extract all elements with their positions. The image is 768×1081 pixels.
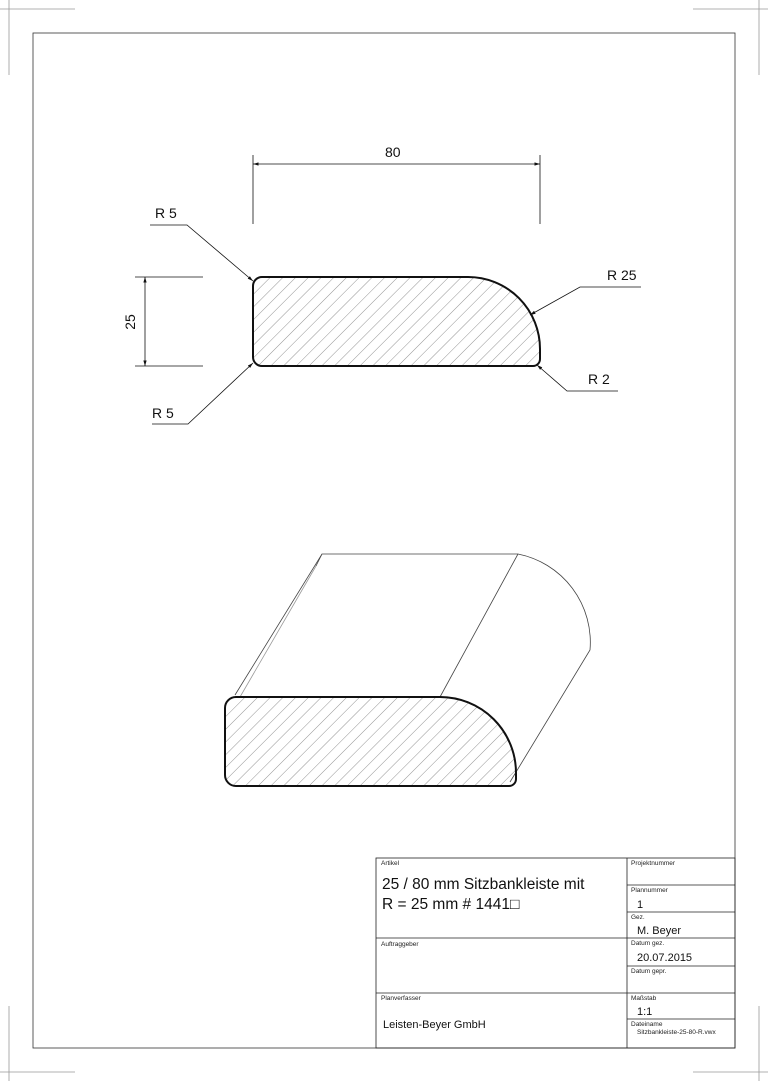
author-value: Leisten-Beyer GmbH [383, 1019, 486, 1031]
plan-number-value: 1 [637, 899, 644, 911]
date-drawn-value: 20.07.2015 [637, 952, 693, 964]
plan-number-label: Plannummer [631, 887, 668, 894]
scale-value: 1:1 [637, 1006, 653, 1018]
isometric-front-face [225, 697, 516, 786]
date-checked-label: Datum gepr. [631, 968, 667, 975]
radius-bottom-left-label: R 5 [152, 405, 174, 421]
project-number-label: Projektnummer [631, 860, 676, 867]
client-label: Auftraggeber [381, 941, 419, 948]
width-label: 80 [385, 144, 401, 160]
drawn-by-value: M. Beyer [637, 925, 682, 937]
drawn-label: Gez. [631, 914, 645, 921]
scale-label: Maßstab [631, 995, 657, 1002]
width-dimension [253, 155, 540, 224]
article-line-2: R = 25 mm # 1441□ [382, 896, 520, 913]
radius-top-left-label: R 5 [155, 205, 177, 221]
date-drawn-label: Datum gez. [631, 940, 665, 947]
article-line-1: 25 / 80 mm Sitzbankleiste mit [382, 876, 585, 893]
radius-top-right-label: R 25 [607, 267, 637, 283]
height-dimension [135, 277, 203, 366]
article-label: Artikel [381, 860, 400, 867]
height-label: 25 [121, 314, 138, 330]
filename-value: Sitzbankleiste-25-80-R.vwx [637, 1029, 716, 1036]
author-label: Planverfasser [381, 995, 421, 1002]
filename-label: Dateiname [631, 1021, 663, 1028]
radius-bottom-right-label: R 2 [588, 371, 610, 387]
profile-section [253, 277, 540, 366]
